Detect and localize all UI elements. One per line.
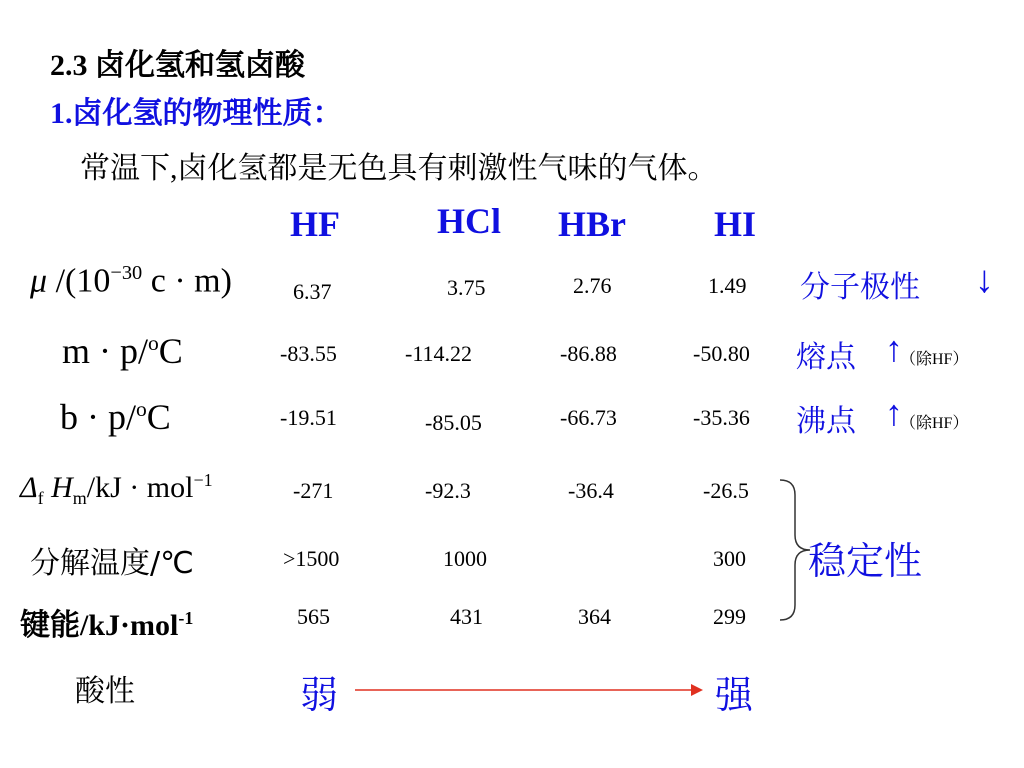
bond-label-sup: -1 bbox=[178, 608, 194, 628]
bond-label bbox=[20, 600, 193, 644]
enthalpy-value-hbr: -36.4 bbox=[568, 478, 614, 503]
column-header-hbr: HBr bbox=[558, 204, 626, 244]
subsection-title: 1.卤化氢的物理性质： bbox=[50, 97, 343, 130]
enthalpy-label: $\Delta_f$ $H_m/kJ \cdot mol^{-1}$ bbox=[20, 470, 213, 508]
mp-value-hf: -83.55 bbox=[280, 341, 337, 366]
mp-up-arrow-icon: ↑ bbox=[885, 329, 903, 369]
mp-except-note: （除HF） bbox=[900, 351, 969, 368]
bp-value-hi: -35.36 bbox=[693, 405, 750, 430]
column-header-hi: HI bbox=[714, 204, 757, 244]
acidity-arrow-icon bbox=[355, 682, 705, 698]
enthalpy-value-hf: -271 bbox=[293, 478, 334, 503]
section-title: 2.3 卤化氢和氢卤酸 bbox=[50, 49, 305, 82]
mp-value-hbr: -86.88 bbox=[560, 341, 617, 366]
dipole-value-hcl: 3.75 bbox=[447, 275, 486, 300]
column-header-hcl: HCl bbox=[437, 201, 502, 241]
bp-except-note: （除HF） bbox=[900, 415, 969, 432]
acidity-strong: 强 bbox=[715, 675, 754, 717]
bp-up-arrow-icon: ↑ bbox=[885, 393, 903, 433]
bp-label: b · p/$^o$C bbox=[60, 397, 171, 437]
polarity-down-arrow-icon: ↓ bbox=[975, 259, 994, 301]
enthalpy-value-hcl: -92.3 bbox=[425, 478, 471, 503]
acidity-weak: 弱 bbox=[300, 675, 339, 717]
bp-value-hbr: -66.73 bbox=[560, 405, 617, 430]
decomp-label: 分解温度/℃ bbox=[30, 546, 194, 581]
polarity-note: 分子极性 bbox=[800, 271, 920, 304]
enthalpy-value-hi: -26.5 bbox=[703, 478, 749, 503]
mp-note: 熔点 bbox=[796, 341, 856, 374]
acidity-label: 酸性 bbox=[75, 675, 135, 708]
mp-label: m · p/$^o$C bbox=[62, 331, 183, 371]
decomp-value-hcl: 1000 bbox=[443, 546, 487, 571]
intro-text: 常温下,卤化氢都是无色具有刺激性气味的气体。 bbox=[80, 152, 718, 185]
column-header-hf: HF bbox=[290, 204, 340, 244]
bond-value-hbr: 364 bbox=[578, 604, 611, 629]
bp-value-hcl: -85.05 bbox=[425, 410, 482, 435]
bond-value-hi: 299 bbox=[713, 604, 746, 629]
stability-note: 稳定性 bbox=[808, 541, 923, 583]
mp-value-hi: -50.80 bbox=[693, 341, 750, 366]
bp-value-hf: -19.51 bbox=[280, 405, 337, 430]
bond-label-text: 键能/kJ·mol bbox=[20, 609, 179, 642]
decomp-value-hf: >1500 bbox=[283, 546, 340, 571]
mp-value-hcl: -114.22 bbox=[405, 341, 473, 366]
decomp-value-hi: 300 bbox=[713, 546, 746, 571]
bond-value-hcl: 431 bbox=[450, 604, 483, 629]
dipole-label: μ $/(10^{-30}$ c · m) bbox=[30, 262, 232, 300]
dipole-value-hf: 6.37 bbox=[293, 279, 332, 304]
bp-note: 沸点 bbox=[796, 405, 856, 438]
dipole-value-hi: 1.49 bbox=[708, 273, 747, 298]
dipole-value-hbr: 2.76 bbox=[573, 273, 612, 298]
bond-value-hf: 565 bbox=[297, 604, 330, 629]
